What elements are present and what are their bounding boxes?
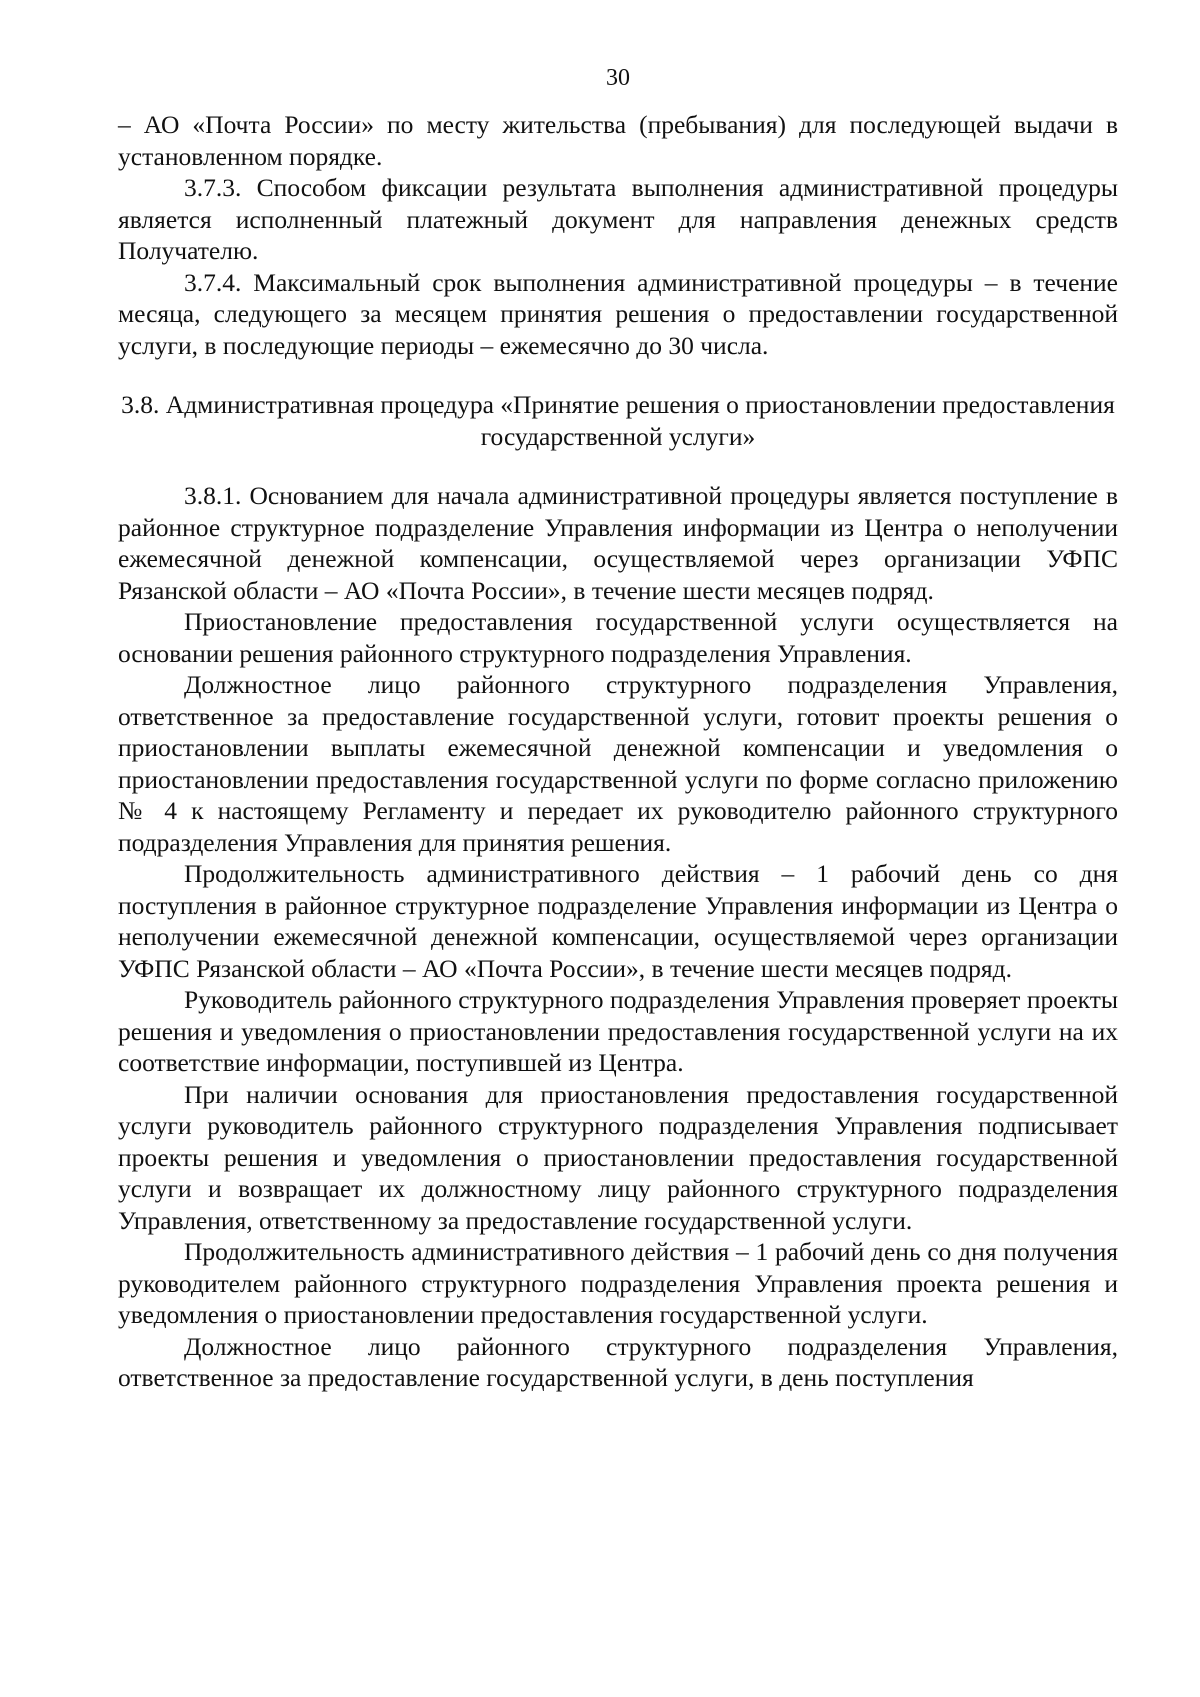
paragraph: 3.7.4. Максимальный срок выполнения административной процедуры – в течение месяца, следующего за месяцем принятия решения о предоставлении государственной услуги, в последующие периоды – ежемесячно до 30 числа. (118, 267, 1118, 360)
paragraph: Руководитель районного структурного подразделения Управления проверяет проекты решения и уведомления о приостановлении предоставления государственной услуги на их соответствие информации, поступившей из Центра. (118, 985, 1118, 1077)
paragraph: Продолжительность административного действия – 1 рабочий день со дня поступления в районное структурное подразделение Управления информации из Центра о неполучении ежемесячной денежной компенсации, осуществляемой через организации УФПС Рязанской области – АО «Почта России», в течение шести месяцев подряд. (118, 859, 1118, 983)
paragraph: Должностное лицо районного структурного подразделения Управления, ответственное за предоставление государственной услуги, готовит проекты решения о приостановлении выплаты ежемесячной денежной компенсации и уведомления о приостановлении предоставления государственной услуги по форме согласно приложению № 4 к настоящему Регламенту и передает их руководителю районного структурного подразделения Управления для принятия решения. (118, 670, 1118, 857)
paragraph: – АО «Почта России» по месту жительства (пребывания) для последующей выдачи в установленном порядке. (118, 110, 1118, 171)
paragraph: 3.8.1. Основанием для начала административной процедуры является поступление в районное структурное подразделение Управления информации из Центра о неполучении ежемесячной денежной компенсации, осуществляемой через организации УФПС Рязанской области – АО «Почта России», в течение шести месяцев подряд. (118, 481, 1118, 605)
paragraph: 3.7.3. Способом фиксации результата выполнения административной процедуры является исполненный платежный документ для направления денежных средств Получателю. (118, 173, 1118, 265)
paragraph: Продолжительность административного действия – 1 рабочий день со дня получения руководителем районного структурного подразделения Управления проекта решения и уведомления о приостановлении предоставления государственной услуги. (118, 1237, 1118, 1329)
paragraph: Должностное лицо районного структурного подразделения Управления, ответственное за предоставление государственной услуги, в день поступления (118, 1331, 1118, 1392)
page-number: 30 (606, 65, 630, 91)
section-heading: 3.8. Административная процедура «Принятие решения о приостановлении предоставления государственной услуги» (121, 390, 1115, 451)
paragraph: При наличии основания для приостановления предоставления государственной услуги руководитель районного структурного подразделения Управления подписывает проекты решения и уведомления о приостановлении предоставления государственной услуги и возвращает их должностному лицу районного структурного подразделения Управления, ответственному за предоставление государственной услуги. (118, 1079, 1118, 1235)
paragraph: Приостановление предоставления государственной услуги осуществляется на основании решения районного структурного подразделения Управления. (118, 607, 1118, 668)
document-page (118, 62, 1118, 1394)
